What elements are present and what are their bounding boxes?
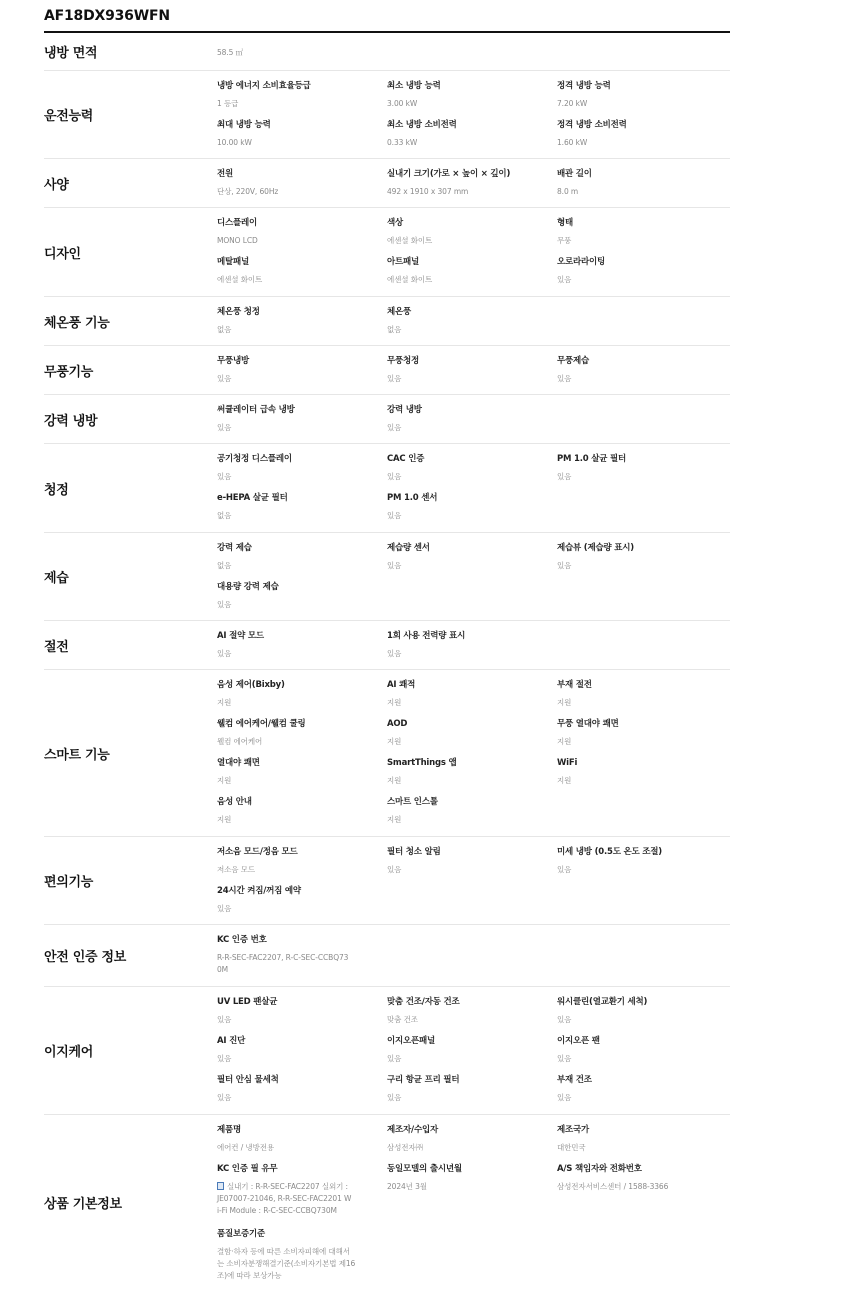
spec-label: 강력 냉방	[387, 405, 422, 415]
spec-item	[217, 454, 382, 483]
section-dehumid	[44, 533, 730, 621]
spec-label: 필터 안심 물세척	[217, 1075, 279, 1085]
section-label: 청정	[44, 482, 69, 498]
spec-label: 제품명	[217, 1125, 242, 1135]
spec-value: 있음	[387, 561, 402, 570]
spec-label: KC 인증 필 유무	[217, 1164, 278, 1174]
spec-item	[557, 120, 722, 149]
spec-value: 3.00 kW	[387, 99, 418, 108]
spec-item	[387, 307, 552, 336]
spec-value: 58.5 ㎡	[217, 48, 243, 57]
spec-label: 전원	[217, 169, 234, 179]
spec-label: 제조자/수입자	[387, 1125, 438, 1135]
spec-label: 아트패널	[387, 257, 420, 267]
spec-label: UV LED 팬살균	[217, 997, 278, 1007]
spec-label: 무풍 열대야 쾌면	[557, 719, 619, 729]
spec-value: 웰컴 에어케어	[217, 737, 263, 746]
spec-item	[387, 493, 552, 522]
spec-value: 맞춤 건조	[387, 1015, 418, 1024]
spec-label: AI 절약 모드	[217, 631, 264, 641]
spec-label: AI 진단	[217, 1036, 246, 1046]
spec-item	[557, 997, 722, 1026]
spec-value: 2024년 3월	[387, 1182, 427, 1191]
spec-value: 있음	[217, 649, 232, 658]
spec-label: 워시클린(열교환기 세척)	[557, 997, 648, 1007]
spec-value: 없음	[217, 325, 232, 334]
spec-item	[387, 169, 552, 198]
spec-value: 있음	[387, 511, 402, 520]
spec-label: 웰컴 에어케어/웰컴 쿨링	[217, 719, 306, 729]
spec-label: 1회 사용 전력량 표시	[387, 631, 466, 641]
spec-label: 동일모델의 출시년월	[387, 1164, 462, 1174]
section-label: 스마트 기능	[44, 747, 110, 763]
spec-value: 없음	[217, 511, 232, 520]
spec-label: 정격 냉방 소비전력	[557, 120, 627, 130]
section-strong-cool	[44, 395, 730, 444]
section-smart	[44, 670, 730, 837]
section-label: 강력 냉방	[44, 413, 98, 429]
spec-item	[217, 1164, 352, 1217]
spec-value: 있음	[217, 1015, 232, 1024]
spec-item	[217, 81, 382, 110]
spec-value: 있음	[557, 275, 572, 284]
spec-item	[557, 169, 722, 198]
spec-label: 메탈패널	[217, 257, 250, 267]
spec-value: 있음	[557, 374, 572, 383]
spec-value: 에센셜 화이트	[387, 236, 433, 245]
spec-item	[557, 454, 722, 483]
section-spec	[44, 159, 730, 208]
spec-item	[557, 257, 722, 286]
spec-item	[217, 1036, 382, 1065]
spec-label: 디스플레이	[217, 218, 258, 228]
spec-label: 대용량 강력 제습	[217, 582, 279, 592]
spec-value: 있음	[217, 904, 232, 913]
spec-label: 실내기 크기(가로 × 높이 × 깊이)	[387, 169, 511, 179]
spec-value: 지원	[557, 776, 572, 785]
spec-value: 10.00 kW	[217, 138, 252, 147]
spec-item	[387, 847, 552, 876]
spec-item	[217, 405, 382, 434]
section-design	[44, 208, 730, 297]
spec-item	[387, 631, 552, 660]
spec-item	[557, 1125, 722, 1154]
spec-label: 열대야 쾌면	[217, 758, 260, 768]
spec-label: 무풍제습	[557, 356, 590, 366]
spec-item	[217, 797, 382, 826]
section-saving	[44, 621, 730, 670]
spec-label: e-HEPA 살균 필터	[217, 493, 288, 503]
spec-label: 스마트 인스톨	[387, 797, 438, 807]
spec-value: 삼성전자㈜	[387, 1143, 423, 1152]
section-basic-info	[44, 1115, 730, 1289]
spec-value: 없음	[217, 561, 232, 570]
spec-item	[387, 81, 552, 110]
spec-value: 결함·하자 등에 따른 소비자피해에 대해서는 소비자분쟁해결기준(소비자기본법 제16조)에 따라 보상가능	[217, 1247, 356, 1280]
spec-label: 부재 건조	[557, 1075, 592, 1085]
spec-label: SmartThings 앱	[387, 758, 457, 768]
spec-value: 지원	[217, 776, 232, 785]
spec-value: 1.60 kW	[557, 138, 588, 147]
spec-label: 최소 냉방 소비전력	[387, 120, 457, 130]
spec-label: 제습뷰 (제습량 표시)	[557, 543, 634, 553]
section-label: 절전	[44, 639, 69, 655]
section-label: 디자인	[44, 246, 81, 262]
spec-item	[557, 81, 722, 110]
spec-item	[217, 1075, 382, 1104]
spec-value: 지원	[217, 815, 232, 824]
spec-label: 24시간 켜짐/꺼짐 예약	[217, 886, 301, 896]
spec-item	[557, 218, 722, 247]
spec-item	[387, 680, 552, 709]
section-label: 편의기능	[44, 875, 94, 890]
spec-label: 무풍청정	[387, 356, 420, 366]
spec-item	[387, 797, 552, 826]
kc-cert-value	[217, 1181, 352, 1217]
spec-label: 최대 냉방 능력	[217, 120, 271, 130]
spec-item	[217, 719, 382, 748]
section-label: 상품 기본정보	[44, 1196, 122, 1212]
spec-value: MONO LCD	[217, 236, 258, 245]
spec-value: 지원	[217, 698, 232, 707]
spec-value: 있음	[217, 600, 232, 609]
spec-value: 있음	[387, 374, 402, 383]
spec-item	[217, 257, 382, 286]
spec-value: 있음	[557, 1054, 572, 1063]
spec-item	[217, 886, 382, 915]
spec-label: 오로라라이팅	[557, 257, 606, 267]
spec-item	[387, 356, 552, 385]
spec-value: 에센셜 화이트	[217, 275, 263, 284]
spec-label: KC 인증 번호	[217, 935, 267, 945]
spec-value: 단상, 220V, 60Hz	[217, 187, 279, 196]
spec-label: 써큘레이터 급속 냉방	[217, 405, 295, 415]
section-windfree	[44, 346, 730, 395]
spec-value: 대한민국	[557, 1143, 586, 1152]
spec-value: 있음	[387, 1093, 402, 1102]
spec-item	[217, 493, 382, 522]
section-label: 체온풍 기능	[44, 315, 110, 331]
spec-value: 1 등급	[217, 99, 239, 108]
spec-item	[387, 257, 552, 286]
spec-value: 7.20 kW	[557, 99, 588, 108]
spec-value: 무풍	[557, 236, 572, 245]
spec-label: 정격 냉방 능력	[557, 81, 611, 91]
spec-label: 이지오픈 팬	[557, 1036, 600, 1046]
spec-item	[217, 758, 382, 787]
spec-value: 지원	[387, 776, 402, 785]
spec-value: 지원	[557, 737, 572, 746]
spec-item	[217, 543, 382, 572]
section-easycare	[44, 987, 730, 1115]
section-safety	[44, 925, 730, 987]
spec-item	[387, 1164, 552, 1193]
spec-value: 있음	[387, 423, 402, 432]
spec-value: 492 x 1910 x 307 mm	[387, 187, 469, 196]
spec-label: 저소음 모드/정음 모드	[217, 847, 298, 857]
spec-item	[217, 1229, 357, 1282]
spec-value: 있음	[557, 1015, 572, 1024]
section-label: 안전 인증 정보	[44, 950, 126, 965]
spec-label: 강력 제습	[217, 543, 252, 553]
spec-value: 있음	[557, 1093, 572, 1102]
spec-label: 구리 항균 프리 필터	[387, 1075, 460, 1085]
spec-value: 지원	[387, 698, 402, 707]
kc-mark-icon	[217, 1182, 224, 1190]
section-label: 사양	[44, 177, 69, 193]
spec-item	[557, 719, 722, 748]
section-label: 냉방 면적	[44, 46, 98, 61]
spec-item	[557, 1036, 722, 1065]
spec-value: 있음	[557, 561, 572, 570]
model-title: AF18DX936WFN	[44, 8, 170, 24]
spec-value: 있음	[387, 1054, 402, 1063]
spec-item	[557, 356, 722, 385]
section-label: 무풍기능	[44, 364, 94, 380]
spec-item	[387, 405, 552, 434]
spec-value: 있음	[557, 472, 572, 481]
spec-item	[387, 120, 552, 149]
spec-item	[217, 935, 352, 976]
spec-item	[557, 847, 722, 876]
spec-item	[387, 997, 552, 1026]
spec-label: CAC 인증	[387, 454, 425, 464]
spec-value: 없음	[387, 325, 402, 334]
spec-label: 음성 안내	[217, 797, 252, 807]
spec-label: 배관 길이	[557, 169, 592, 179]
spec-value: 지원	[387, 815, 402, 824]
spec-label: 품질보증기준	[217, 1229, 266, 1239]
spec-label: 필터 청소 알림	[387, 847, 441, 857]
spec-item	[557, 680, 722, 709]
spec-label: PM 1.0 센서	[387, 493, 438, 503]
spec-item	[387, 719, 552, 748]
spec-item	[217, 847, 382, 876]
spec-label: 제습량 센서	[387, 543, 430, 553]
spec-label: 부재 절전	[557, 680, 592, 690]
spec-value: 삼성전자서비스센터 / 1588-3366	[557, 1182, 669, 1191]
spec-item	[217, 582, 382, 611]
spec-label: 체온풍	[387, 307, 412, 317]
spec-value: 에어컨 / 냉방전용	[217, 1143, 275, 1152]
spec-value: 에센셜 화이트	[387, 275, 433, 284]
section-label: 이지케어	[44, 1045, 94, 1060]
spec-label: 미세 냉방 (0.5도 온도 조절)	[557, 847, 662, 857]
spec-label: 색상	[387, 218, 404, 228]
spec-value: 있음	[217, 374, 232, 383]
spec-value: 실내기 : R-R-SEC-FAC2207 실외기 : JE07007-21046, R-R-SEC-FAC2201 Wi-Fi Module : R-C-SEC-CCBQ730M	[217, 1182, 352, 1215]
spec-value: 있음	[217, 1054, 232, 1063]
spec-value: 0.33 kW	[387, 138, 418, 147]
spec-item	[217, 680, 382, 709]
spec-item	[217, 307, 382, 336]
spec-item	[217, 1125, 382, 1154]
spec-item	[387, 1036, 552, 1065]
spec-label: WiFi	[557, 758, 578, 768]
spec-value: 지원	[387, 737, 402, 746]
spec-value: 있음	[217, 472, 232, 481]
spec-item	[557, 543, 722, 572]
spec-label: AOD	[387, 719, 408, 729]
spec-label: PM 1.0 살균 필터	[557, 454, 627, 464]
spec-item	[217, 356, 382, 385]
spec-label: 맞춤 건조/자동 건조	[387, 997, 460, 1007]
spec-value: 있음	[387, 472, 402, 481]
spec-value: 있음	[557, 865, 572, 874]
section-label: 운전능력	[44, 109, 94, 124]
spec-value: 있음	[217, 423, 232, 432]
spec-label: 이지오픈패널	[387, 1036, 436, 1046]
spec-item	[387, 454, 552, 483]
section-convenience	[44, 837, 730, 925]
spec-item	[557, 1075, 722, 1104]
section-purify	[44, 444, 730, 533]
spec-label: 최소 냉방 능력	[387, 81, 441, 91]
spec-value: 지원	[557, 698, 572, 707]
section-operation	[44, 71, 730, 159]
spec-value: 있음	[387, 649, 402, 658]
spec-item	[217, 47, 382, 59]
spec-item	[217, 120, 382, 149]
section-label: 제습	[44, 571, 69, 586]
spec-item	[387, 758, 552, 787]
spec-label: 형태	[557, 218, 574, 228]
spec-value: 저소음 모드	[217, 865, 256, 874]
spec-label: AI 쾌적	[387, 680, 416, 690]
spec-label: 제조국가	[557, 1125, 590, 1135]
spec-item	[217, 997, 382, 1026]
section-body-temp	[44, 297, 730, 346]
spec-label: A/S 책임자와 전화번호	[557, 1164, 642, 1174]
spec-label: 음성 제어(Bixby)	[217, 680, 285, 690]
spec-value: 있음	[387, 865, 402, 874]
spec-item	[387, 543, 552, 572]
spec-label: 공기청정 디스플레이	[217, 454, 292, 464]
spec-item	[387, 1075, 552, 1104]
spec-value: R-R-SEC-FAC2207, R-C-SEC-CCBQ730M	[217, 953, 349, 974]
section-cooling-area	[44, 33, 730, 71]
spec-value: 있음	[217, 1093, 232, 1102]
spec-item	[557, 758, 722, 787]
spec-item	[217, 631, 382, 660]
spec-item	[217, 169, 382, 198]
spec-item	[387, 218, 552, 247]
spec-value: 8.0 m	[557, 187, 579, 196]
spec-item	[557, 1164, 722, 1193]
spec-label: 냉방 에너지 소비효율등급	[217, 81, 311, 91]
spec-label: 체온풍 청정	[217, 307, 260, 317]
spec-item	[387, 1125, 552, 1154]
spec-item	[217, 218, 382, 247]
spec-label: 무풍냉방	[217, 356, 250, 366]
